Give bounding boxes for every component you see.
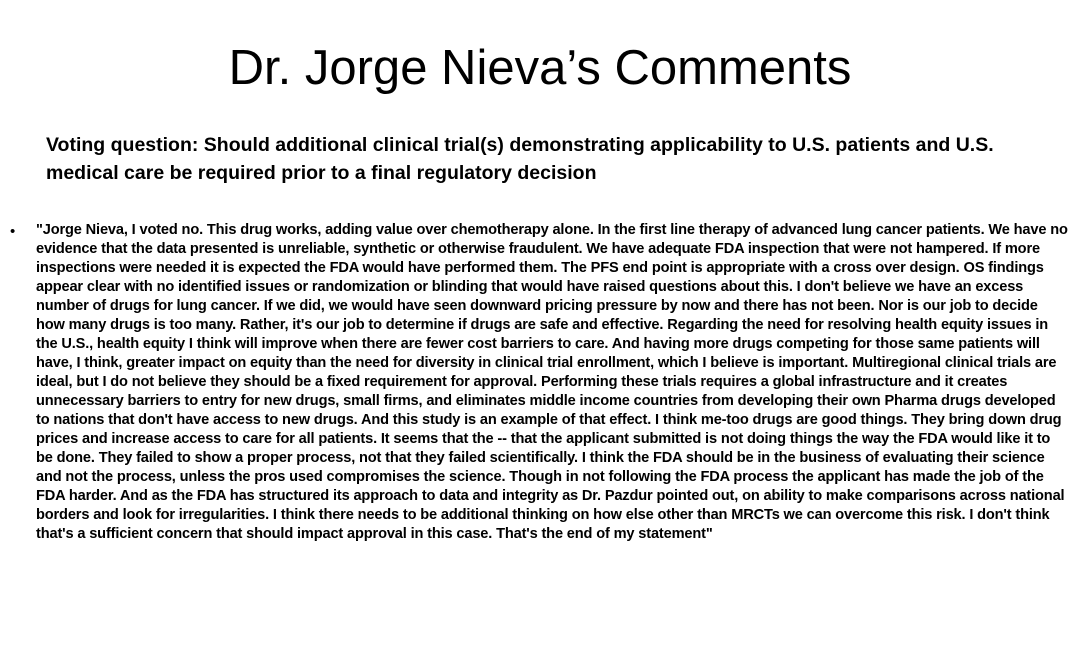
slide-title: Dr. Jorge Nieva’s Comments [228,41,852,95]
bullet-text: "Jorge Nieva, I voted no. This drug works, adding value over chemotherapy alone. In the first line therapy of advanced lung cancer patients. We have no evidence that the data presented is unreliable, synthetic or otherwise fraudulent. We have adequate FDA inspection that were not hampered. If more inspections were needed it is expected the FDA would have performed them. The PFS end point is appropriate with a cross over design. OS findings appear clear with no identified issues or randomization or blinding that would have raised questions about this. I don't believe we have an excess number of drugs for lung cancer. If we did, we would have seen downward pricing pressure by now and there has not been. Nor is our job to decide how many drugs is too many. Rather, it's our job to determine if drugs are safe and effective. Regarding the need for resolving health equity issues in the U.S., health equity I think will improve when there are fewer cost barriers to care. And having more drugs competing for those same patients will have, I think, greater impact on equity than the need for diversity in clinical trial enrollment, which I believe is important. Multiregional clinical trials are ideal, but I do not believe they should be a fixed requirement for approval. Performing these trials requires a global infrastructure and it creates unnecessary barriers to entry for new drugs, small firms, and eliminates middle income countries from developing their own Pharma drugs developed to nations that don't have access to new drugs. And this study is an example of that effect. I think me-too drugs are good things. They bring down drug prices and increase access to care for all patients. It seems that the -- that the applicant submitted is not doing things the way the FDA would like it to be done. They failed to show a proper process, not that they failed scientifically. I think the FDA should be in the business of evaluating their science and not the process, unless the pros used compromises the science. Though in not following the FDA process the applicant has made the job of the FDA harder. And as the FDA has structured its approach to data and integrity as Dr. Pazdur pointed out, on ability to make comparisons across national borders and look for irregularities. I think there needs to be additional thinking on how else other than MRCTs we can overcome this risk. I don't think that's a sufficient concern that should impact approval in this case. That's the end of my statement" [36,222,1068,542]
bullet-item [10,221,1070,544]
voting-question: Voting question: Should additional clinical trial(s) demonstrating applicability to U.S. patients and U.S. medical care be required prior to a final regulatory decision [46,134,994,184]
bullet-marker: • [10,223,16,240]
bullet-list [10,221,1070,544]
